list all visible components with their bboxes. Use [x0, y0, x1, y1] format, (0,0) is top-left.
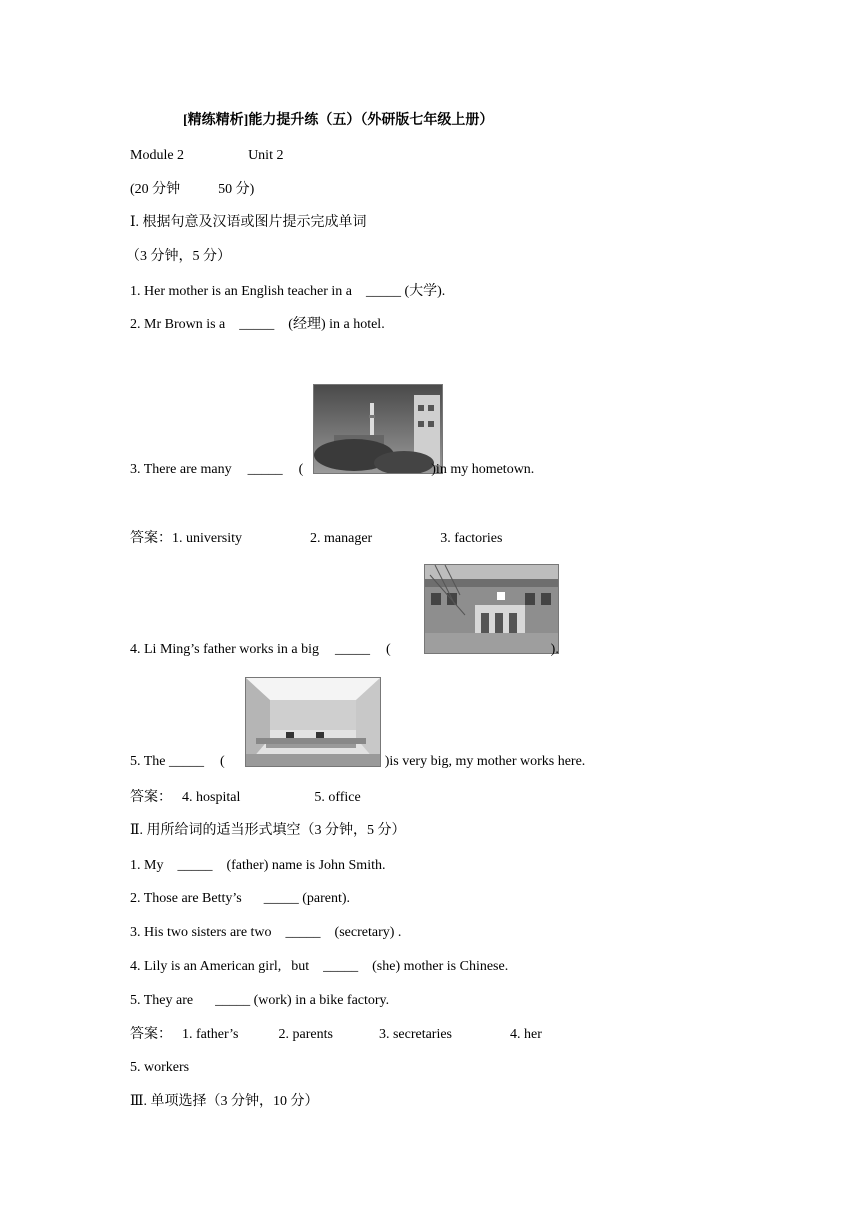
blank: _____ [323, 959, 359, 974]
s2-question-3: 3. His two sisters are two _____ (secretary) . [130, 925, 402, 940]
section2-heading: Ⅱ. 用所给词的适当形式填空（3 分钟，5 分） [130, 823, 406, 838]
document-title: [精练精析]能力提升练（五）（外研版七年级上册） [183, 113, 494, 128]
time-score-line [130, 181, 254, 199]
section3-heading: Ⅲ. 单项选择（3 分钟，10 分） [130, 1094, 319, 1109]
s1-question-4: 4. Li Ming’s father works in a big _____ ( ). [130, 642, 559, 657]
blank: _____ [177, 858, 213, 873]
s1-question-3: 3. There are many _____ ( )in my hometown. [130, 462, 535, 477]
s1-answers-1: 答案：1. university 2. manager 3. factories [130, 531, 503, 546]
s1-answers-2: 答案： 4. hospital 5. office [130, 790, 361, 805]
s2-question-1: 1. My _____ (father) name is John Smith. [130, 858, 386, 873]
s2-answers: 答案： 1. father’s 2. parents 3. secretaries 4. her [130, 1027, 542, 1042]
section1-timing: （3 分钟，5 分） [126, 249, 231, 264]
unit-label: Unit 2 [248, 148, 284, 163]
section1-heading: Ⅰ. 根据句意及汉语或图片提示完成单词 [130, 215, 367, 230]
blank: _____ [285, 925, 321, 940]
blank: _____ [365, 284, 401, 299]
s1-question-1: 1. Her mother is an English teacher in a _____ (大学). [130, 284, 446, 299]
s1-question-5: 5. The _____ ( )is very big, my mother works here. [130, 754, 586, 769]
score-label: 50 分) [218, 182, 255, 197]
s2-question-2: 2. Those are Betty’s _____ (parent). [130, 891, 351, 906]
s2-question-5: 5. They are _____ (work) in a bike factory. [130, 993, 390, 1008]
s2-question-4: 4. Lily is an American girl, but _____ (she) mother is Chinese. [130, 959, 509, 974]
blank: _____ [247, 462, 283, 477]
time-label: (20 分钟 [130, 182, 181, 197]
module-unit-line [130, 147, 283, 165]
s2-answers-cont: 5. workers [130, 1060, 190, 1075]
s1-question-2: 2. Mr Brown is a _____ (经理) in a hotel. [130, 317, 385, 332]
blank: _____ [263, 891, 299, 906]
blank: _____ [239, 317, 275, 332]
module-label: Module 2 [130, 148, 185, 163]
blank: _____ [334, 642, 370, 657]
blank: _____ [215, 993, 251, 1008]
